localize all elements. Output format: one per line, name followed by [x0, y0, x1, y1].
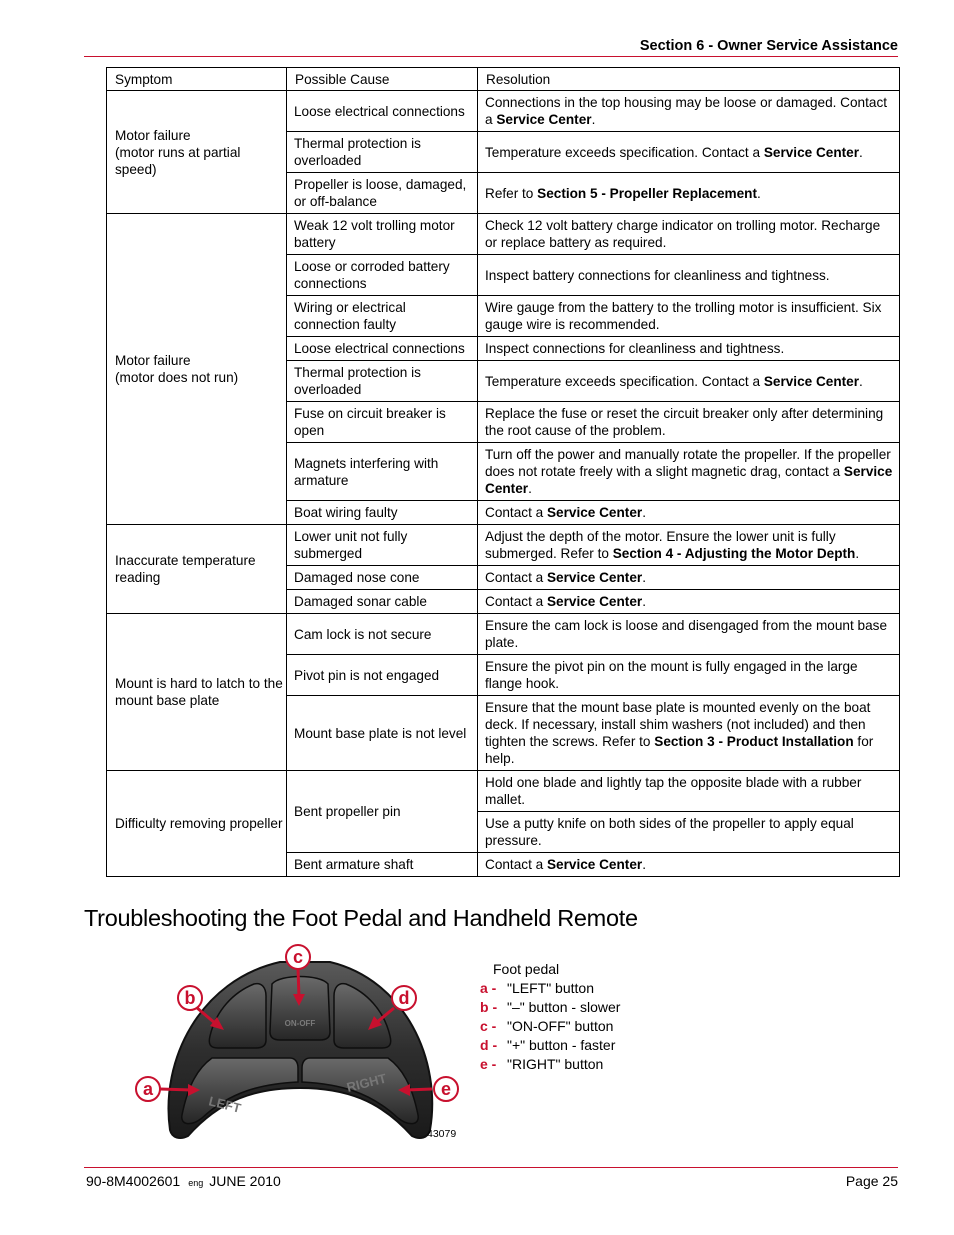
- table-row: [107, 614, 900, 655]
- section-title: Troubleshooting the Foot Pedal and Handheld Remote: [84, 905, 638, 931]
- legend-item: a - "LEFT" button: [480, 980, 594, 996]
- resolution-text: Contact a: [485, 594, 547, 609]
- foot-pedal-figure: [130, 940, 470, 1145]
- page-number: Page 25: [845, 1173, 898, 1189]
- callout-d: d: [398, 988, 410, 1008]
- table-row: [107, 525, 900, 566]
- symptom-cell: Difficulty removing propeller: [107, 771, 287, 877]
- resolution-cell: [478, 696, 900, 771]
- resolution-cell: [478, 361, 900, 402]
- resolution-text: .: [642, 857, 646, 872]
- resolution-cell: [478, 255, 900, 296]
- column-header: Resolution: [478, 68, 900, 91]
- header-rule: [84, 56, 898, 57]
- cause-cell: Wiring or electrical connection faulty: [287, 296, 478, 337]
- resolution-text: .: [855, 546, 860, 561]
- resolution-text: Ensure the pivot pin on the mount is fully engaged in the large flange hook.: [485, 659, 858, 691]
- resolution-cell: [478, 812, 900, 853]
- callout-a: a: [142, 1079, 154, 1099]
- symptom-cell: Motor failure (motor does not run): [107, 214, 287, 525]
- bold-reference: Section 3 - Product Installation: [654, 734, 854, 749]
- callout-e: e: [440, 1079, 452, 1099]
- resolution-text: Ensure the cam lock is loose and disengaged from the mount base plate.: [485, 618, 888, 650]
- table-row: [107, 771, 900, 812]
- resolution-cell: [478, 132, 900, 173]
- bold-reference: Service Center: [546, 505, 643, 520]
- resolution-text: Inspect battery connections for cleanliness and tightness.: [485, 267, 830, 283]
- resolution-cell: [478, 566, 900, 590]
- left-button-label: LEFT: [207, 1093, 243, 1116]
- legend-item: b - "–" button - slower: [480, 999, 621, 1015]
- resolution-text: .: [528, 481, 532, 496]
- column-header: Symptom: [107, 68, 287, 91]
- column-header: Possible Cause: [287, 68, 478, 91]
- resolution-text: .: [859, 144, 863, 160]
- running-header: Section 6 - Owner Service Assistance: [639, 38, 898, 54]
- callout-b: b: [184, 988, 196, 1008]
- resolution-cell: [478, 590, 900, 614]
- resolution-text: for help.: [485, 734, 874, 766]
- language-code: eng: [188, 1178, 204, 1188]
- table-body: [107, 91, 900, 877]
- cause-cell: Thermal protection is overloaded: [287, 132, 478, 173]
- bold-reference: Service Center: [496, 112, 592, 127]
- resolution-cell: [478, 525, 900, 566]
- resolution-text: Hold one blade and lightly tap the opposite blade with a rubber mallet.: [485, 775, 862, 807]
- cause-cell: Thermal protection is overloaded: [287, 361, 478, 402]
- resolution-text: .: [591, 112, 596, 127]
- cause-cell: Lower unit not fully submerged: [287, 525, 478, 566]
- cause-cell: Bent propeller pin: [287, 771, 478, 853]
- cause-cell: Boat wiring faulty: [287, 501, 478, 525]
- bold-reference: Section 5 - Propeller Replacement: [537, 185, 757, 201]
- resolution-text: .: [642, 505, 646, 520]
- resolution-text: Temperature exceeds specification. Contact a: [485, 373, 764, 389]
- resolution-text: Turn off the power and manually rotate the propeller. If the propeller does not rotate freely with a slight magnetic drag, contact a: [485, 447, 891, 479]
- symptom-cell: Mount is hard to latch to the mount base plate: [107, 614, 287, 771]
- cause-cell: Weak 12 volt trolling motor battery: [287, 214, 478, 255]
- resolution-text: Replace the fuse or reset the circuit breaker only after determining the root cause of the problem.: [485, 406, 884, 438]
- resolution-cell: [478, 173, 900, 214]
- resolution-text: .: [642, 594, 646, 609]
- resolution-text: Refer to: [485, 185, 538, 201]
- resolution-text: Contact a: [485, 857, 547, 872]
- cause-cell: Cam lock is not secure: [287, 614, 478, 655]
- figure-legend: [480, 960, 620, 1074]
- legend-title: Foot pedal: [493, 961, 560, 977]
- table-header-row: [107, 68, 900, 91]
- resolution-text: .: [859, 373, 863, 389]
- troubleshooting-table: [106, 67, 900, 877]
- cause-cell: Damaged nose cone: [287, 566, 478, 590]
- resolution-text: .: [756, 185, 761, 201]
- cause-cell: Damaged sonar cable: [287, 590, 478, 614]
- table-row: [107, 214, 900, 255]
- resolution-cell: [478, 853, 900, 877]
- resolution-text: Contact a: [485, 570, 547, 585]
- bold-reference: Section 4 - Adjusting the Motor Depth: [612, 546, 856, 561]
- resolution-text: Wire gauge from the battery to the trolling motor is insufficient. Six gauge wire is recommended.: [485, 300, 882, 332]
- resolution-cell: [478, 614, 900, 655]
- resolution-cell: [478, 214, 900, 255]
- table-row: [107, 91, 900, 132]
- doc-number: 90-8M4002601: [86, 1173, 181, 1189]
- resolution-text: Inspect connections for cleanliness and tightness.: [485, 341, 785, 356]
- figure-number: 43079: [427, 1128, 457, 1140]
- cause-cell: Fuse on circuit breaker is open: [287, 402, 478, 443]
- bold-reference: Service Center: [546, 570, 643, 585]
- resolution-cell: [478, 337, 900, 361]
- resolution-text: Connections in the top housing may be loose or damaged. Contact a: [485, 95, 888, 127]
- resolution-text: .: [642, 570, 646, 585]
- resolution-text: Temperature exceeds specification. Contact a: [485, 144, 764, 160]
- cause-cell: Propeller is loose, damaged, or off-balance: [287, 173, 478, 214]
- legend-item: d - "+" button - faster: [480, 1037, 616, 1053]
- resolution-cell: [478, 443, 900, 501]
- symptom-cell: Inaccurate temperature reading: [107, 525, 287, 614]
- resolution-cell: [478, 91, 900, 132]
- resolution-text: Contact a: [485, 505, 547, 520]
- bold-reference: Service Center: [485, 464, 893, 496]
- onoff-button-label: ON-OFF: [284, 1019, 316, 1028]
- footer-doc-info: [86, 1173, 281, 1189]
- cause-cell: Bent armature shaft: [287, 853, 478, 877]
- cause-cell: Loose or corroded battery connections: [287, 255, 478, 296]
- symptom-cell: Motor failure (motor runs at partial speed): [107, 91, 287, 214]
- resolution-text: Check 12 volt battery charge indicator on trolling motor. Recharge or replace battery as required.: [485, 218, 881, 250]
- cause-cell: Pivot pin is not engaged: [287, 655, 478, 696]
- bold-reference: Service Center: [763, 144, 860, 160]
- cause-cell: Mount base plate is not level: [287, 696, 478, 771]
- cause-cell: Loose electrical connections: [287, 91, 478, 132]
- cause-cell: Loose electrical connections: [287, 337, 478, 361]
- cause-cell: Magnets interfering with armature: [287, 443, 478, 501]
- resolution-cell: [478, 402, 900, 443]
- right-button-label: RIGHT: [345, 1070, 388, 1095]
- resolution-cell: [478, 501, 900, 525]
- resolution-cell: [478, 655, 900, 696]
- callout-c: c: [292, 947, 304, 967]
- resolution-text: Adjust the depth of the motor. Ensure the lower unit is fully submerged. Refer to: [485, 529, 836, 561]
- footer-rule: [84, 1167, 898, 1168]
- resolution-cell: [478, 771, 900, 812]
- resolution-text: Use a putty knife on both sides of the propeller to apply equal pressure.: [485, 816, 854, 848]
- resolution-cell: [478, 296, 900, 337]
- bold-reference: Service Center: [546, 857, 643, 872]
- bold-reference: Service Center: [546, 594, 643, 609]
- legend-item: c - "ON-OFF" button: [480, 1018, 614, 1034]
- legend-item: e - "RIGHT" button: [480, 1056, 604, 1072]
- publish-date: JUNE 2010: [209, 1173, 281, 1189]
- bold-reference: Service Center: [763, 373, 860, 389]
- resolution-text: Ensure that the mount base plate is mounted evenly on the boat deck. If necessary, install shim washers (not included) and then tighten the screws. Refer to: [485, 700, 871, 749]
